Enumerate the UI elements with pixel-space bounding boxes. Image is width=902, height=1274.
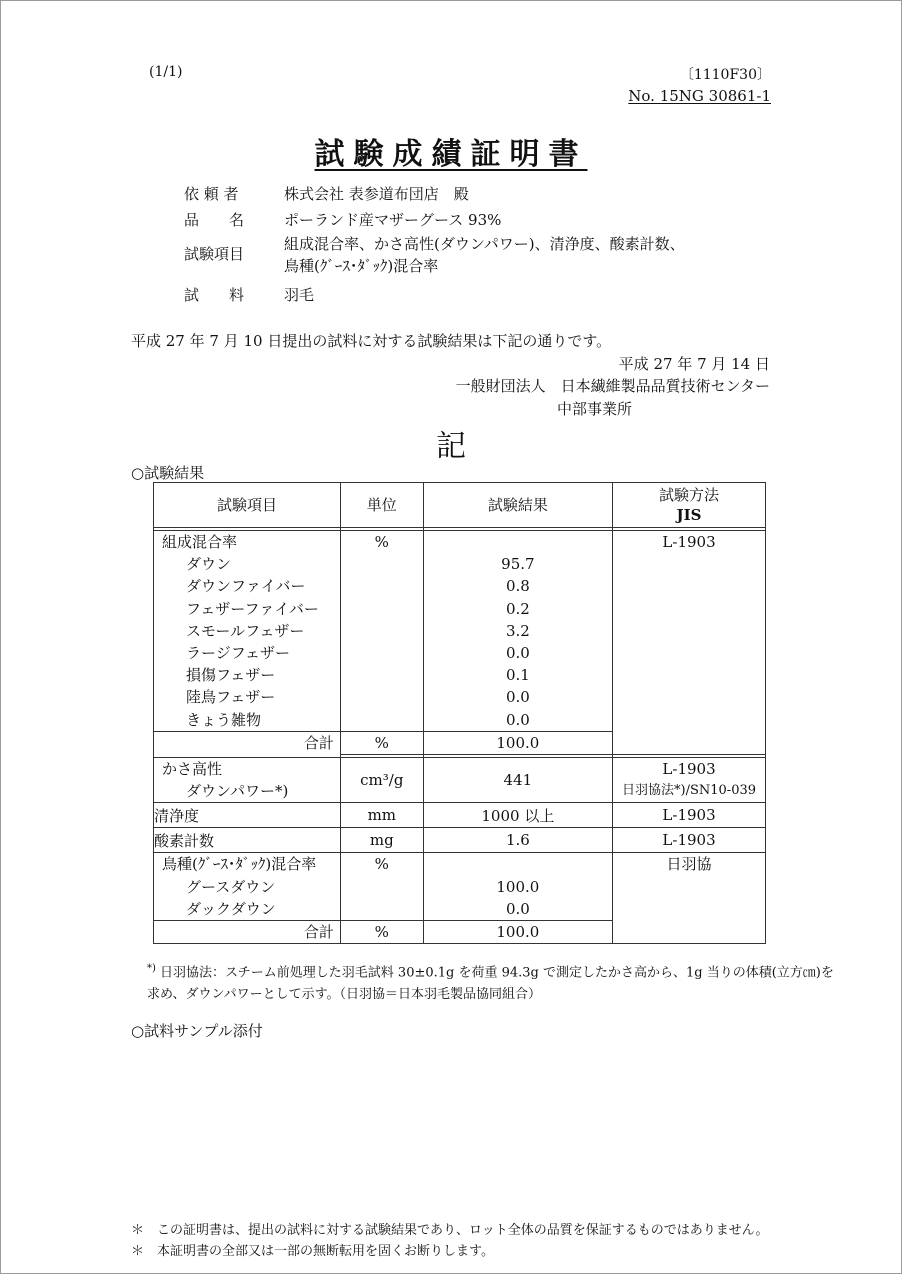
sample-row bbox=[184, 284, 284, 305]
list-item: ラージフェザー bbox=[186, 643, 290, 662]
header-method-jis: JIS bbox=[676, 506, 702, 524]
species-value: 100.0 bbox=[496, 877, 540, 896]
list-item: グースダウン bbox=[186, 877, 276, 896]
page-indicator: (1/1) bbox=[149, 64, 183, 80]
species-unit-cell bbox=[340, 853, 423, 944]
cleanliness-value: 1000 以上 bbox=[423, 803, 612, 828]
test-items-label: 試験項目 bbox=[184, 245, 245, 263]
species-row bbox=[154, 853, 766, 944]
oxygen-unit: mg bbox=[340, 828, 423, 853]
list-item: きょう雑物 bbox=[186, 710, 262, 729]
composition-total-unit: % bbox=[341, 731, 423, 754]
certificate-number: No. 15NG 30861-1 bbox=[628, 87, 771, 105]
composition-value: 0.0 bbox=[505, 688, 530, 707]
oxygen-method: L-1903 bbox=[613, 828, 766, 853]
list-item: 陸鳥フェザー bbox=[186, 688, 276, 707]
disclaimer-2: ＊ 本証明書の全部又は一部の無断転用を固くお断りします。 bbox=[131, 1244, 494, 1259]
footnote-mark: *) bbox=[147, 963, 156, 974]
composition-item-cell bbox=[154, 531, 341, 755]
test-items-row bbox=[184, 243, 284, 264]
document-title bbox=[1, 129, 901, 173]
oxygen-row bbox=[154, 828, 766, 853]
oxygen-label: 酸素計数 bbox=[154, 828, 341, 853]
loft-item-cell bbox=[154, 757, 341, 802]
loft-unit: cm³/g bbox=[340, 757, 423, 802]
cleanliness-method: L-1903 bbox=[613, 803, 766, 828]
cleanliness-unit: mm bbox=[340, 803, 423, 828]
client-label: 依 頼 者 bbox=[184, 185, 239, 203]
list-item: ダウン bbox=[186, 555, 232, 574]
footnote bbox=[147, 958, 834, 1006]
intro-text: 平成 27 年 7 月 10 日提出の試料に対する試験結果は下記の通りです。 bbox=[131, 332, 612, 350]
issuer-office: 中部事業所 bbox=[557, 400, 633, 418]
loft-row bbox=[154, 757, 766, 802]
header-method bbox=[613, 483, 766, 528]
loft-value: 441 bbox=[423, 757, 612, 802]
list-item: スモールフェザー bbox=[186, 621, 305, 640]
header-method-label: 試験方法 bbox=[659, 486, 720, 504]
composition-value: 3.2 bbox=[505, 621, 530, 640]
loft-method: L-1903 bbox=[662, 759, 716, 778]
header-unit: 単位 bbox=[340, 483, 423, 528]
form-code: 〔1110F30〕 bbox=[679, 67, 771, 83]
composition-value: 0.2 bbox=[505, 599, 530, 618]
oxygen-value: 1.6 bbox=[423, 828, 612, 853]
cleanliness-row bbox=[154, 803, 766, 828]
results-table bbox=[153, 482, 766, 944]
composition-value: 0.0 bbox=[505, 710, 530, 729]
list-item: ダウンファイバー bbox=[186, 577, 306, 596]
product-label: 品 名 bbox=[184, 211, 245, 229]
composition-value: 0.0 bbox=[505, 643, 530, 662]
species-method: 日羽協 bbox=[666, 855, 712, 874]
footnote-line-1 bbox=[147, 958, 834, 984]
composition-total-label: 合計 bbox=[154, 731, 340, 754]
cleanliness-label: 清浄度 bbox=[154, 803, 341, 828]
results-section-heading: ○試験結果 bbox=[131, 464, 205, 482]
species-value: 0.0 bbox=[505, 899, 530, 918]
list-item: ダックダウン bbox=[186, 899, 276, 918]
composition-total-value: 100.0 bbox=[424, 731, 612, 754]
species-method-cell bbox=[613, 853, 766, 944]
sample-label: 試 料 bbox=[184, 286, 245, 304]
list-item: 損傷フェザー bbox=[186, 666, 276, 685]
issuer-name: 一般財団法人 日本繊維製品品質技術センター bbox=[455, 377, 770, 395]
composition-value: 95.7 bbox=[501, 555, 535, 574]
composition-value: 0.8 bbox=[505, 577, 530, 596]
ki-heading: 記 bbox=[436, 429, 466, 464]
species-value-cell bbox=[423, 853, 612, 944]
composition-value: 0.1 bbox=[505, 666, 530, 685]
table-header-row bbox=[154, 483, 766, 528]
composition-label: 組成混合率 bbox=[162, 533, 238, 551]
composition-method-cell bbox=[613, 531, 766, 755]
sample-section-heading: ○試料サンプル添付 bbox=[131, 1022, 263, 1040]
header-item: 試験項目 bbox=[154, 483, 341, 528]
product-row bbox=[184, 209, 284, 230]
sample-value: 羽毛 bbox=[284, 286, 315, 304]
client-row bbox=[184, 183, 284, 204]
loft-method-cell bbox=[613, 757, 766, 802]
header-result: 試験結果 bbox=[423, 483, 612, 528]
client-value: 株式会社 表参道布団店 殿 bbox=[284, 185, 469, 203]
document-title-text: 試験成績証明書 bbox=[314, 137, 588, 172]
species-total-unit: % bbox=[341, 920, 423, 943]
issue-date: 平成 27 年 7 月 14 日 bbox=[618, 355, 770, 373]
loft-sublabel: ダウンパワー*) bbox=[186, 782, 289, 801]
footnote-text-2: 求め、ダウンパワーとして示す。（日羽協＝日本羽毛製品協同組合） bbox=[147, 987, 542, 1003]
loft-method-sub: 日羽協法*)/SN10-039 bbox=[622, 783, 757, 799]
composition-method: L-1903 bbox=[662, 533, 716, 551]
test-items-value-2: 鳥種(ｸﾞｰｽ･ﾀﾞｯｸ)混合率 bbox=[284, 257, 439, 275]
test-items-value-1: 組成混合率、かさ高性(ダウンパワー)、清浄度、酸素計数、 bbox=[284, 235, 685, 253]
species-total-value: 100.0 bbox=[424, 920, 612, 943]
loft-label: かさ高性 bbox=[162, 759, 223, 778]
species-label: 鳥種(ｸﾞｰｽ･ﾀﾞｯｸ)混合率 bbox=[162, 855, 317, 874]
disclaimer-1: ＊ この証明書は、提出の試料に対する試験結果であり、ロット全体の品質を保証するものではありません。 bbox=[131, 1223, 769, 1238]
composition-value-cell bbox=[423, 531, 612, 755]
species-item-cell bbox=[154, 853, 341, 944]
composition-unit: % bbox=[374, 533, 389, 551]
list-item: フェザーファイバー bbox=[186, 599, 319, 618]
composition-unit-cell bbox=[340, 531, 423, 755]
species-total-label: 合計 bbox=[154, 920, 340, 943]
product-value: ポーランド産マザーグース 93% bbox=[284, 211, 502, 229]
composition-row bbox=[154, 531, 766, 755]
species-unit: % bbox=[374, 855, 389, 874]
footnote-text-1: 日羽協法：スチーム前処理した羽毛試料 30±0.1g を荷重 94.3g で測定したかさ高から、1g 当りの体積(立方㎝)を bbox=[160, 965, 834, 981]
